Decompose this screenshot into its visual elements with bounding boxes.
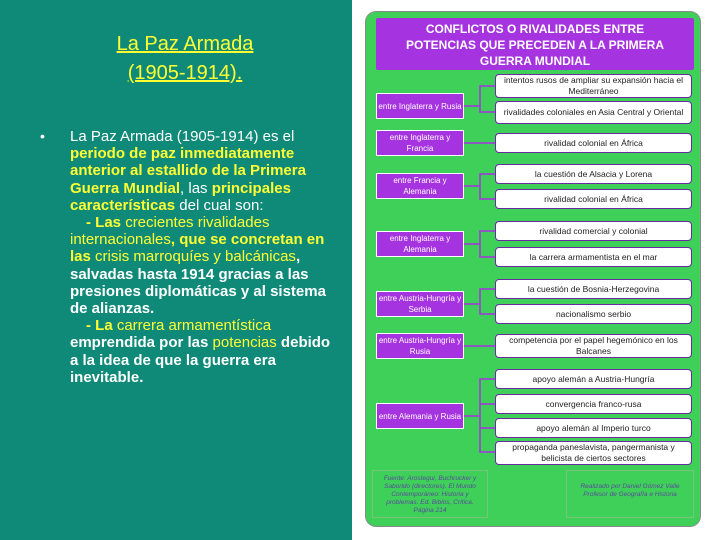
country-box-alemania-rusia: entre Alemania y Rusia [376, 403, 464, 429]
source-note: Fuente: Arostegui, Buchrucker y Saborido (directores). El Mundo Contemporáneo: Historia y problemas. Ed. Biblos, Crítica. Página 214 [372, 470, 488, 518]
title-line-1: La Paz Armada [116, 33, 254, 55]
rivalry-item: rivalidad colonial en África [495, 189, 692, 209]
body-text: La Paz Armada (1905-1914) es el periodo de paz inmediatamente anterior al estallido de la Primera Guerra Mundial, las principales características del cual son: - Las crecientes rivalidades internacionales, que se concretan en las crisis marroquíes y balcánicas, salvadas hasta 1914 gracias a las presiones diplomáticas y al sistema de alianzas. - La carrera armamentística emprendida por las potencias debido a la idea de que la guerra era inevitable. [70, 128, 331, 386]
rivalry-item: rivalidades coloniales en Asia Central y Oriental [495, 101, 692, 124]
rivalry-item: rivalidad colonial en África [495, 133, 692, 153]
rivalry-item: nacionalismo serbio [495, 304, 692, 324]
title-line-2: (1905-1914). [127, 62, 243, 84]
bullet-marker: • [40, 128, 45, 144]
rivalry-item: la cuestión de Alsacia y Lorena [495, 164, 692, 184]
rivalry-item: propaganda paneslavista, pangermanista y belicista de ciertos sectores [495, 441, 692, 465]
rivalry-item: rivalidad comercial y colonial [495, 221, 692, 241]
country-box-austria-rusia: entre Austria-Hungría y Rusia [376, 333, 464, 359]
rivalry-item: convergencia franco-rusa [495, 394, 692, 414]
rivalry-item: la cuestión de Bosnia-Herzegovina [495, 279, 692, 299]
country-box-inglaterra-francia: entre Inglaterra y Francia [376, 130, 464, 156]
country-box-austria-serbia: entre Austria-Hungría y Serbia [376, 291, 464, 317]
rivalry-item: intentos rusos de ampliar su expansión hacia el Mediterráneo [495, 74, 692, 98]
rivalry-item: apoyo alemán a Austria-Hungría [495, 369, 692, 389]
author-note: Realizado por Daniel Gómez Valle Profesor de Geografía e Historia [566, 470, 694, 518]
rivalry-item: apoyo alemán al Imperio turco [495, 418, 692, 438]
rivalry-item: la carrera armamentista en el mar [495, 247, 692, 267]
diagram-header: CONFLICTOS O RIVALIDADES ENTRE POTENCIAS QUE PRECEDEN A LA PRIMERA GUERRA MUNDIAL [376, 18, 694, 70]
country-box-inglaterra-rusia: entre Inglaterra y Rusia [376, 93, 464, 119]
rivalry-item: competencia por el papel hegemónico en los Balcanes [495, 334, 692, 358]
country-box-inglaterra-alemania: entre Inglaterra y Alemania [376, 231, 464, 257]
country-box-francia-alemania: entre Francia y Alemania [376, 173, 464, 199]
